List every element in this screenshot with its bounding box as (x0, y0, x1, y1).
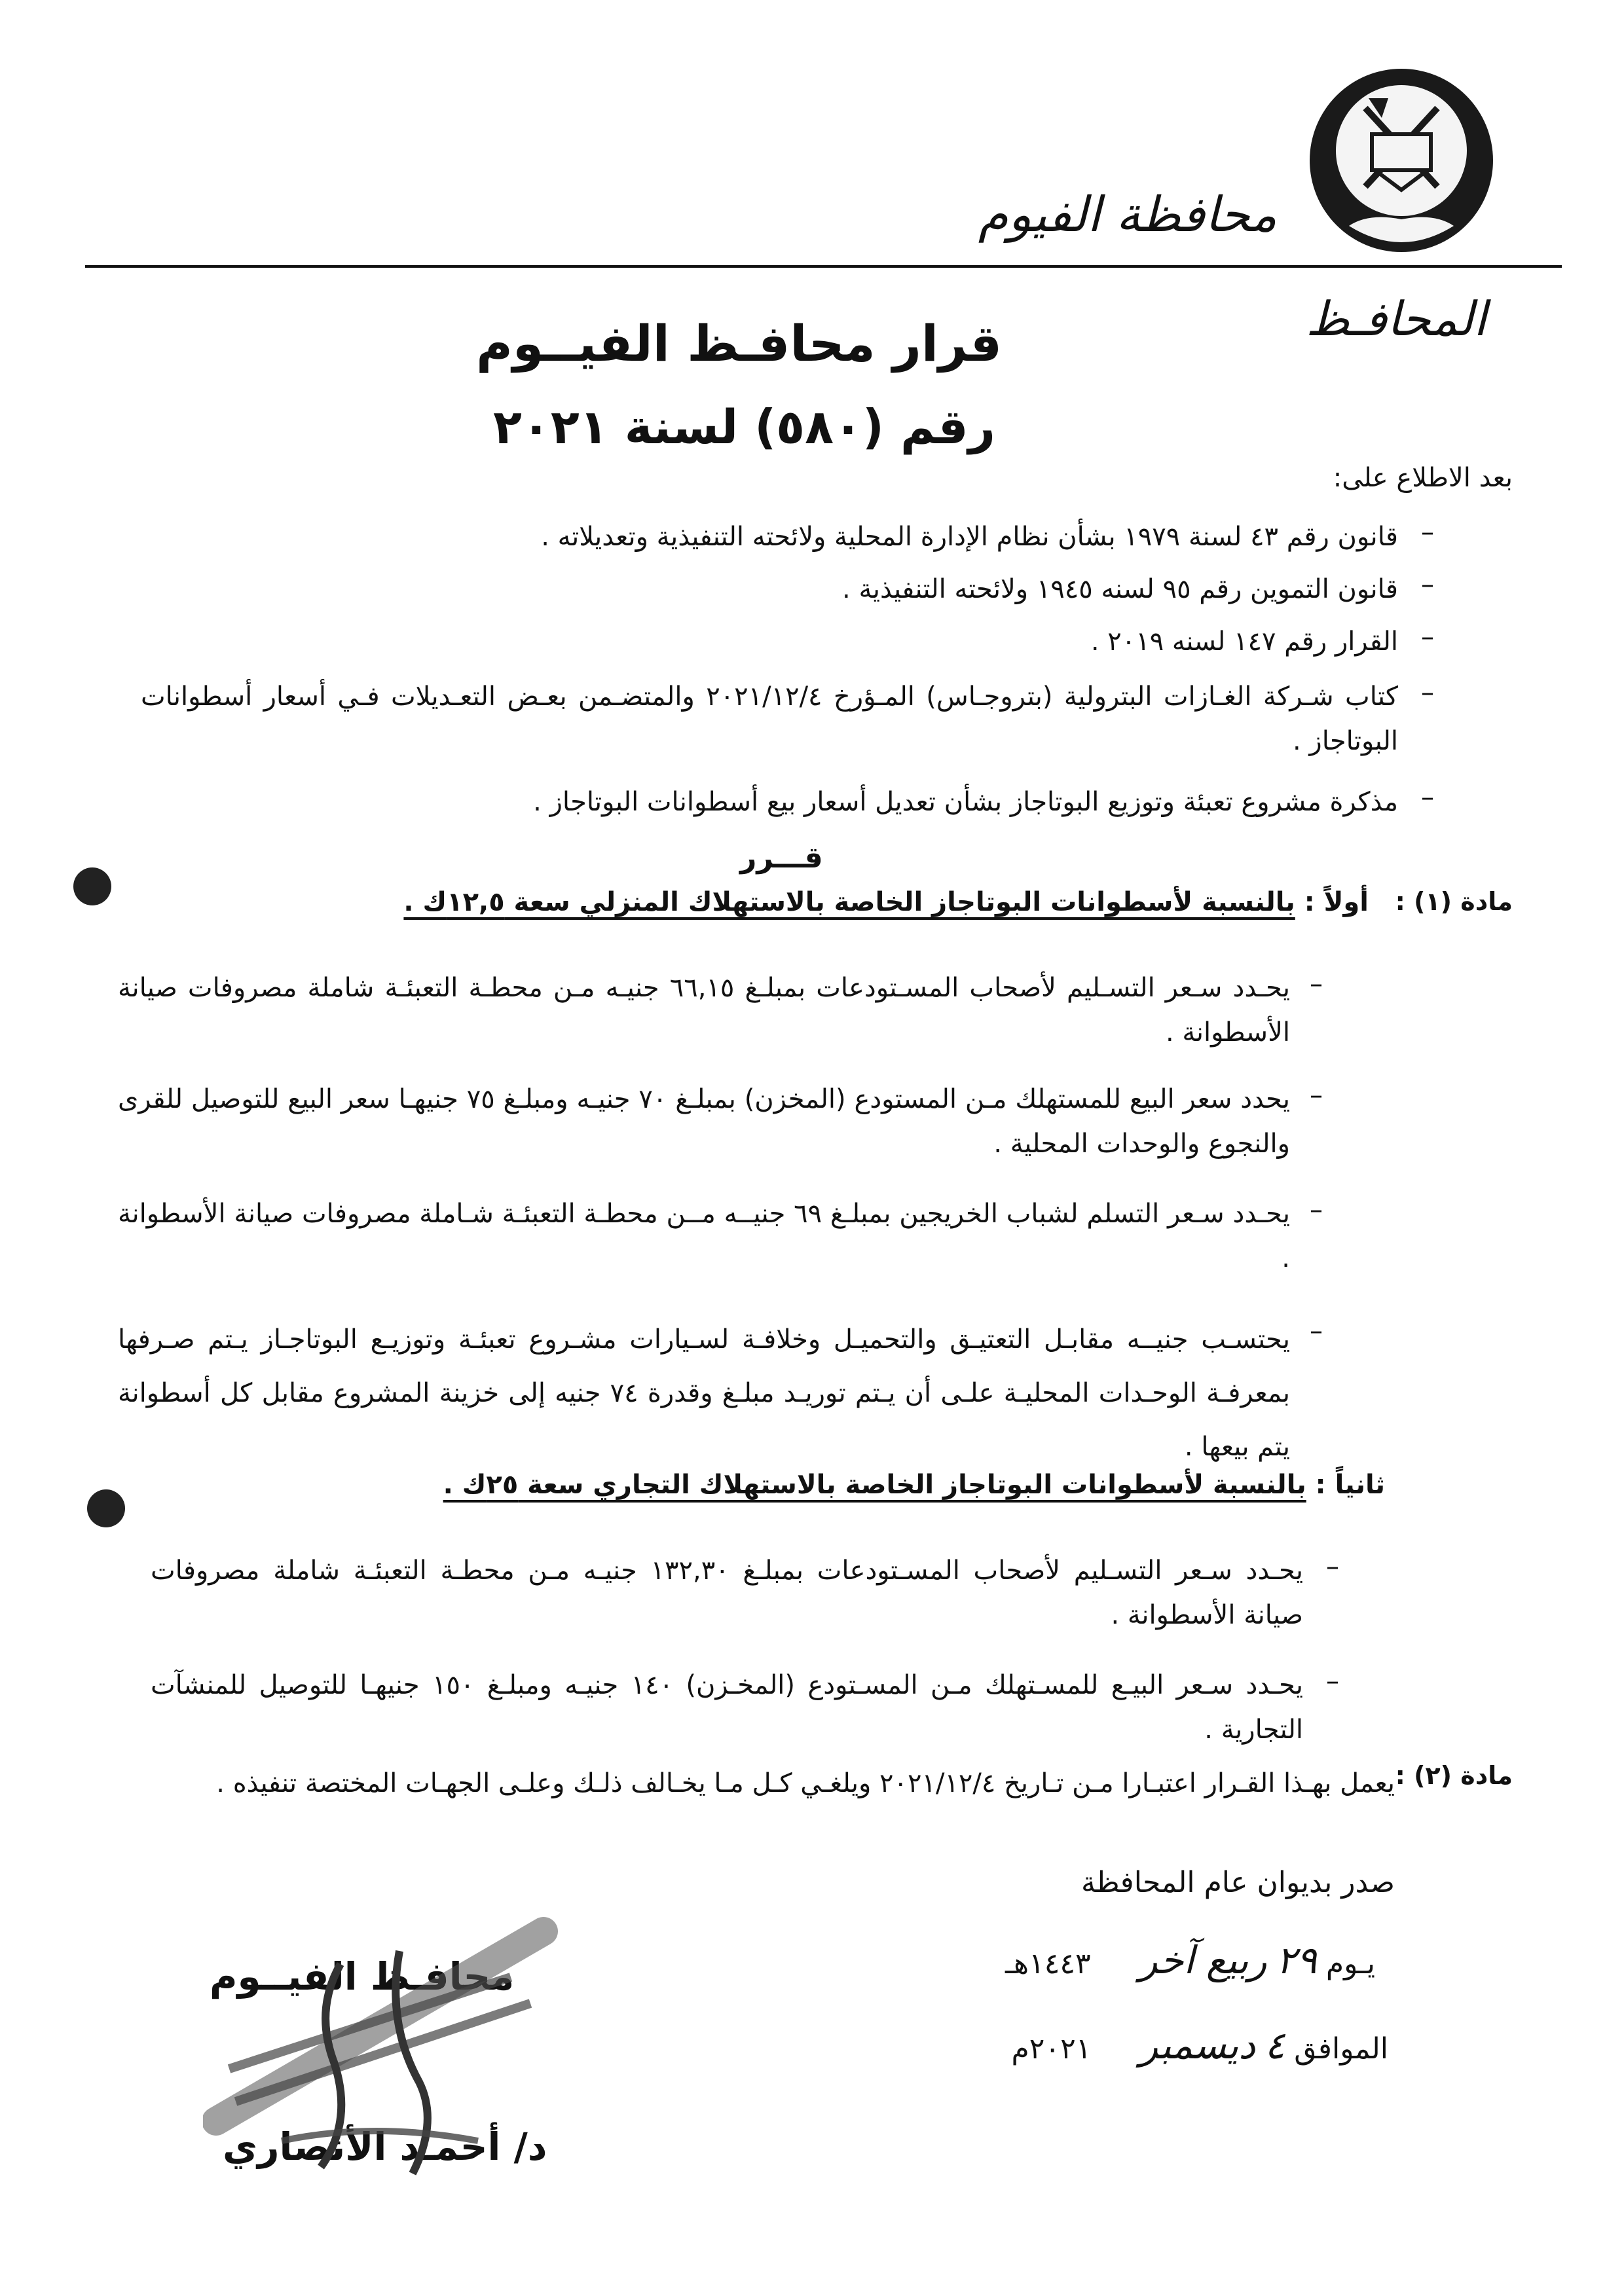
first-item: يحتسـب جنيــه مقابـل التعتيـق والتحميـل وخلافـة لسـيارات مشـروع تعبئـة وتوزيـع البوتاجـاز يـتم صـرفها بمعرفـة الوحـدات المحليـة علـى أن يـتم توريـد مبلـغ وقدرة ٧٤ جنيه إلى خزينة المشروع مقابل كل أسطوانة يتم بيعها . (118, 1324, 1290, 1462)
signature-scribble (203, 1905, 570, 2187)
preamble-item: القرار رقم ١٤٧ لسنه ٢٠١٩ . (1090, 627, 1398, 657)
bullet-dash: – (1421, 678, 1434, 708)
bullet-dash: – (1310, 1080, 1323, 1110)
hijri-month: ربيع آخر (1139, 1938, 1267, 1982)
bullet-dash: – (1310, 969, 1323, 999)
governorate-name: محافظة الفيوم (978, 187, 1277, 243)
first-item: يحـدد سـعر التسـليم لأصحاب المسـتودعات بمبلـغ ٦٦,١٥ جنيـه مـن محطـة التعبئـة شاملة مصروفات صيانة الأسطوانة . (118, 973, 1290, 1048)
bullet-dash: – (1310, 1195, 1323, 1225)
signature-name: د/ أحمـد الأنصاري (223, 2124, 547, 2169)
greg-year: ٢٠٢١م (1011, 2032, 1092, 2066)
first-item: يحدد سعر البيع للمستهلك مـن المستودع (المخزن) بمبلـغ ٧٠ جنيـه ومبلـغ ٧٥ جنيهـا سعر البيع للتوصيل للقرى والنجوع والوحدات المحلية . (118, 1084, 1291, 1159)
bullet-dash: – (1310, 1316, 1323, 1346)
hijri-prefix: يـوم (1325, 1947, 1375, 1980)
governor-title: المحافـظ (1306, 291, 1486, 346)
decree-number: رقم (٥٨٠) لسنة ٢٠٢١ (492, 399, 995, 454)
hijri-year: ١٤٤٣هـ (1005, 1947, 1091, 1980)
hijri-date (1005, 1938, 1375, 1982)
greg-month: ديسمبر (1139, 2023, 1256, 2068)
punch-hole (73, 867, 111, 905)
second-heading-text: بالنسبة لأسطوانات البوتاجاز الخاصة بالاستهلاك التجاري سعة ٢٥ك . (443, 1470, 1306, 1500)
decided-heading: قـــرر (740, 841, 823, 875)
bullet-dash: – (1421, 622, 1434, 652)
bullet-dash: – (1326, 1552, 1339, 1582)
article-1-label: مادة (١) : (1395, 887, 1513, 916)
article-1-second-heading (443, 1470, 1385, 1500)
article-2-label: مادة (٢) : (1395, 1761, 1513, 1790)
bullet-dash: – (1421, 570, 1434, 600)
second-item: يحـدد سـعر التسـليم لأصحاب المسـتودعات بمبلـغ ١٣٢,٣٠ جنيـه مـن محطـة التعبئـة شاملة مصروفات صيانة الأسطوانة . (151, 1556, 1303, 1630)
gregorian-date (1012, 2023, 1388, 2068)
bullet-dash: – (1421, 517, 1434, 547)
ordinal-second: ثانياً : (1315, 1470, 1385, 1500)
ordinal-first: أولاً : (1304, 887, 1369, 917)
article-2-text: يعمل بهـذا القـرار اعتبـارا مـن تـاريخ ٢٠٢١/١٢/٤ ويلغـي كـل مـا يخـالف ذلـك وعلـى الجهـات المختصة تنفيذه . (216, 1768, 1395, 1798)
first-item: يحـدد سـعر التسلم لشباب الخريجين بمبلـغ ٦٩ جنيــه مــن محطـة التعبئـة شـاملة مصروفات صيانة الأسطوانة . (118, 1199, 1290, 1273)
preamble-item: كتاب شـركة الغـازات البترولية (بتروجـاس) المـؤرخ ٢٠٢١/١٢/٤ والمتضـمن بعـض التعـديلات فـي أسعار أسطوانات البوتاجاز . (141, 682, 1398, 756)
article-1-first-heading (403, 887, 1369, 917)
greg-prefix: الموافق (1294, 2032, 1388, 2066)
bullet-dash: – (1326, 1666, 1339, 1696)
preamble-intro: بعد الاطلاع على: (1333, 463, 1513, 493)
preamble-item: قانون رقم ٤٣ لسنة ١٩٧٩ بشأن نظام الإدارة المحلية ولائحته التنفيذية وتعديلاته . (541, 522, 1398, 552)
punch-hole (87, 1489, 125, 1527)
issued-at: صدر بديوان عام المحافظة (1080, 1866, 1395, 1899)
preamble-item: مذكرة مشروع تعبئة وتوزيع البوتاجاز بشأن تعديل أسعار بيع أسطوانات البوتاجاز . (533, 787, 1398, 817)
greg-day: ٤ (1264, 2023, 1285, 2068)
first-heading-text: بالنسبة لأسطوانات البوتاجاز الخاصة بالاستهلاك المنزلي سعة ١٢,٥ك . (403, 887, 1295, 917)
preamble-item: قانون التموين رقم ٩٥ لسنه ١٩٤٥ ولائحته التنفيذية . (842, 574, 1398, 604)
second-item: يحـدد سـعر البيـع للمسـتهلك مـن المسـتودع (المخـزن) ١٤٠ جنيـه ومبلـغ ١٥٠ جنيهـا للتوصيل للمنشآت التجارية . (151, 1670, 1303, 1745)
hijri-day: ٢٩ (1276, 1938, 1317, 1982)
bullet-dash: – (1421, 782, 1434, 812)
governorate-seal (1303, 62, 1500, 259)
signature-title: محافـظ الفيــوم (210, 1954, 515, 1999)
header-divider (85, 265, 1562, 268)
decree-title: قرار محافـظ الفيــوم (476, 314, 1002, 373)
